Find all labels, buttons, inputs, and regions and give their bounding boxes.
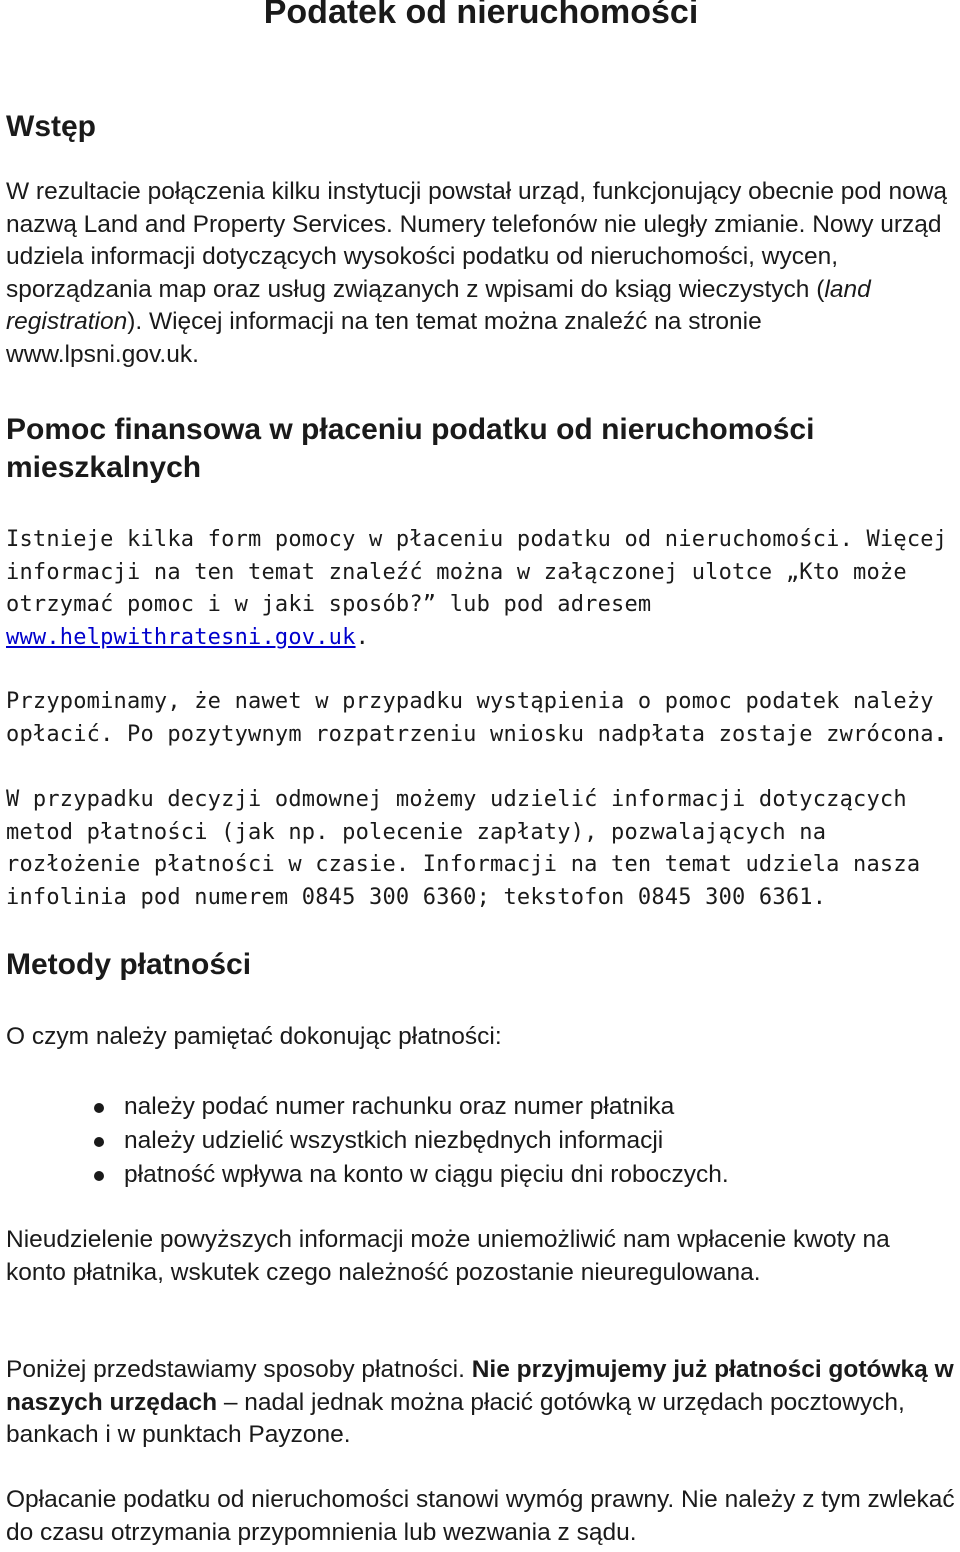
intro-text: W rezultacie połączenia kilku instytucji powstał urząd, funkcjonujący obecnie pod nową nazwą Land and Property Services. Numery telefonów nie uległy zmianie. Nowy urząd udziela informacji dotyczących wysokości podatku od nieruchomości, wycen, sporządzania map oraz usług związanych z wpisami do ksiąg wieczystych ( (6, 178, 948, 303)
list-item: płatność wpływa na konto w ciągu pięciu dni roboczych. (6, 1158, 956, 1192)
document-page (6, 0, 956, 1546)
methods-warning: Nieudzielenie powyższych informacji może uniemożliwić nam wpłacenie kwoty na konto płatnika, wskutek czego należność pozostanie nieuregulowana. (6, 1226, 890, 1286)
intro-italic-term: land registration (6, 275, 871, 335)
bullet-icon (94, 1171, 104, 1181)
bullet-icon (94, 1137, 104, 1147)
legal-requirement-paragraph: Opłacanie podatku od nieruchomości stanowi wymóg prawny. Nie należy z tym zwlekać do czasu otrzymania przypomnienia lub wezwania z sądu. (6, 1486, 955, 1546)
help-text-end: . (355, 624, 370, 650)
intro-paragraph (6, 176, 956, 371)
list-item: należy podać numer rachunku oraz numer płatnika (6, 1090, 956, 1124)
helpwithrates-link[interactable]: www.helpwithratesni.gov.uk (6, 624, 356, 650)
page-title: Podatek od nieruchomości (263, 0, 699, 31)
help-reminder-end: . (933, 721, 948, 747)
methods-list (6, 1090, 956, 1192)
bullet-icon (94, 1103, 104, 1113)
help-text: Istnieje kilka form pomocy w płaceniu podatku od nieruchomości. Więcej informacji na ten temat znaleźć można w załączonej ulotce „Kto może otrzymać pomoc i w jaki sposób?” lub pod adresem (6, 527, 948, 617)
help-paragraph-2 (6, 686, 956, 751)
section-heading-help: Pomoc finansowa w płaceniu podatku od nieruchomości mieszkalnych (6, 413, 815, 484)
methods-ways-text: Poniżej przedstawiamy sposoby płatności. (6, 1356, 472, 1383)
help-reminder-text: Przypominamy, że nawet w przypadku wystąpienia o pomoc podatek należy opłacić. Po pozytywnym rozpatrzeniu wniosku nadpłata zostaje zwrócona (6, 689, 934, 747)
methods-intro: O czym należy pamiętać dokonując płatności: (6, 1023, 502, 1050)
methods-ways (6, 1354, 956, 1452)
section-heading-intro: Wstęp (6, 110, 96, 143)
help-paragraph-3: W przypadku decyzji odmownej możemy udzielić informacji dotyczących metod płatności (jak np. polecenie zapłaty), pozwalających na rozłożenie płatności w czasie. Informacji na ten temat udziela nasza infolinia pod numerem 0845 300 6360; tekstofon 0845 300 6361. (6, 787, 921, 910)
section-heading-methods: Metody płatności (6, 948, 252, 981)
intro-text-end: ). Więcej informacji na ten temat można znaleźć na stronie www.lpsni.gov.uk. (6, 308, 762, 368)
list-item: należy udzielić wszystkich niezbędnych informacji (6, 1124, 956, 1158)
methods-ways-end: – nadal jednak można płacić gotówką w urzędach pocztowych, bankach i w punktach Payzone. (6, 1388, 905, 1448)
methods-ways-bold: Nie przyjmujemy już płatności gotówką w naszych urzędach (6, 1356, 954, 1416)
help-paragraph-1 (6, 524, 956, 654)
